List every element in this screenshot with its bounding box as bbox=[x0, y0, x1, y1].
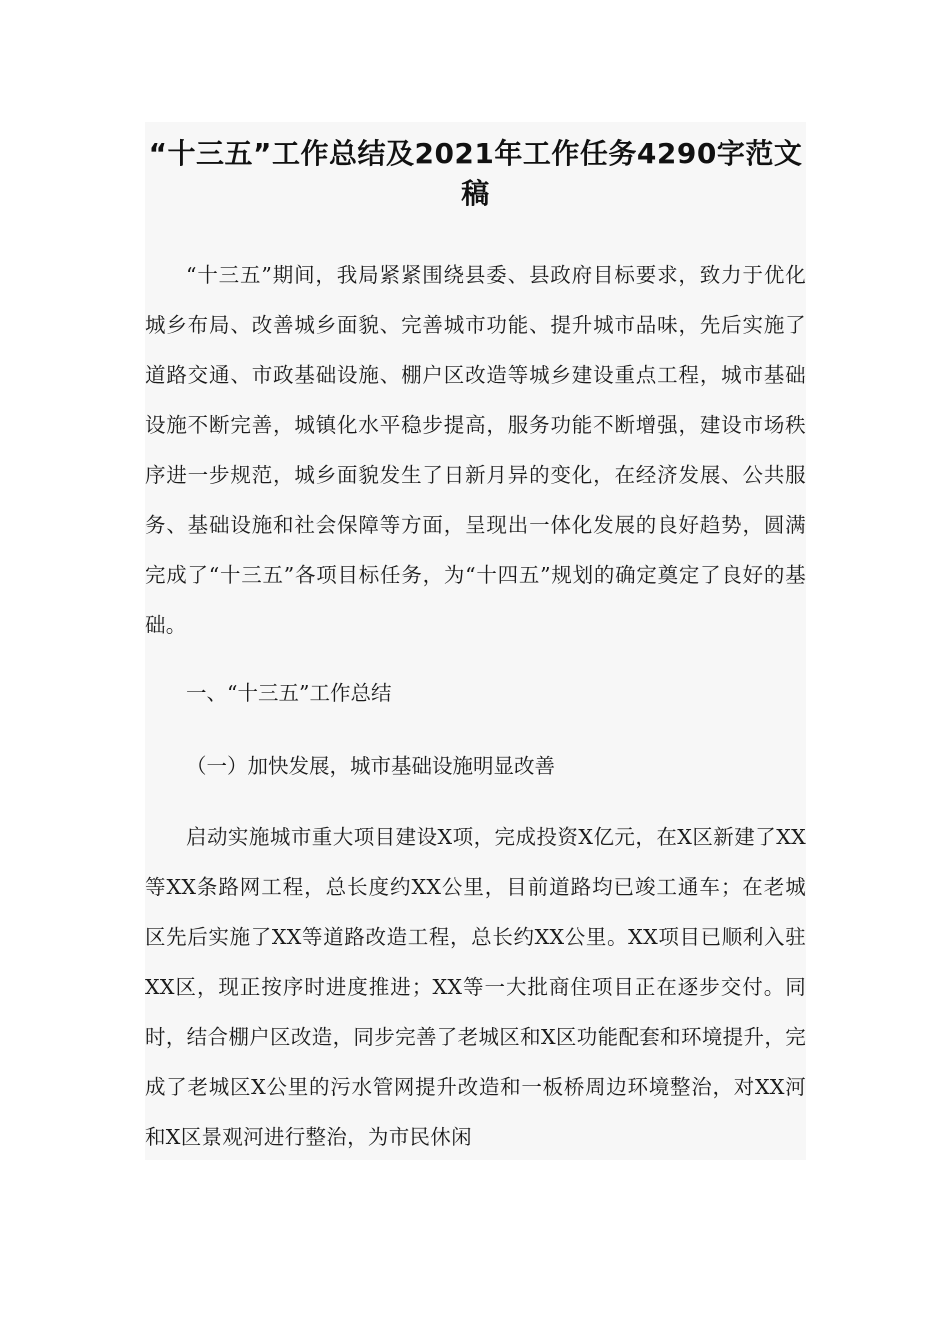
document-page bbox=[145, 122, 806, 1160]
subsection-heading-1: （一）加快发展，城市基础设施明显改善 bbox=[186, 754, 555, 778]
intro-paragraph: “十三五”期间，我局紧紧围绕县委、县政府目标要求，致力于优化城乡布局、改善城乡面貌、完善城市功能、提升城市品味，先后实施了道路交通、市政基础设施、棚户区改造等城乡建设重点工程，城市基础设施不断完善，城镇化水平稳步提高，服务功能不断增强，建设市场秩序进一步规范，城乡面貌发生了日新月异的变化，在经济发展、公共服务、基础设施和社会保障等方面，呈现出一体化发展的良好趋势，圆满完成了“十三五”各项目标任务，为“十四五”规划的确定奠定了良好的基础。 bbox=[145, 263, 806, 637]
section-heading-1: 一、“十三五”工作总结 bbox=[186, 681, 392, 705]
section-paragraph: 启动实施城市重大项目建设X项，完成投资X亿元，在X区新建了XX等XX条路网工程，总长度约XX公里，目前道路均已竣工通车；在老城区先后实施了XX等道路改造工程，总长约XX公里。XX项目已顺利入驻XX区，现正按序时进度推进；XX等一大批商住项目正在逐步交付。同时，结合棚户区改造，同步完善了老城区和X区功能配套和环境提升，完成了老城区X公里的污水管网提升改造和一板桥周边环境整治，对XX河和X区景观河进行整治，为市民休闲 bbox=[145, 825, 806, 1149]
document-title: “十三五”工作总结及2021年工作任务4290字范文稿 bbox=[148, 137, 803, 210]
